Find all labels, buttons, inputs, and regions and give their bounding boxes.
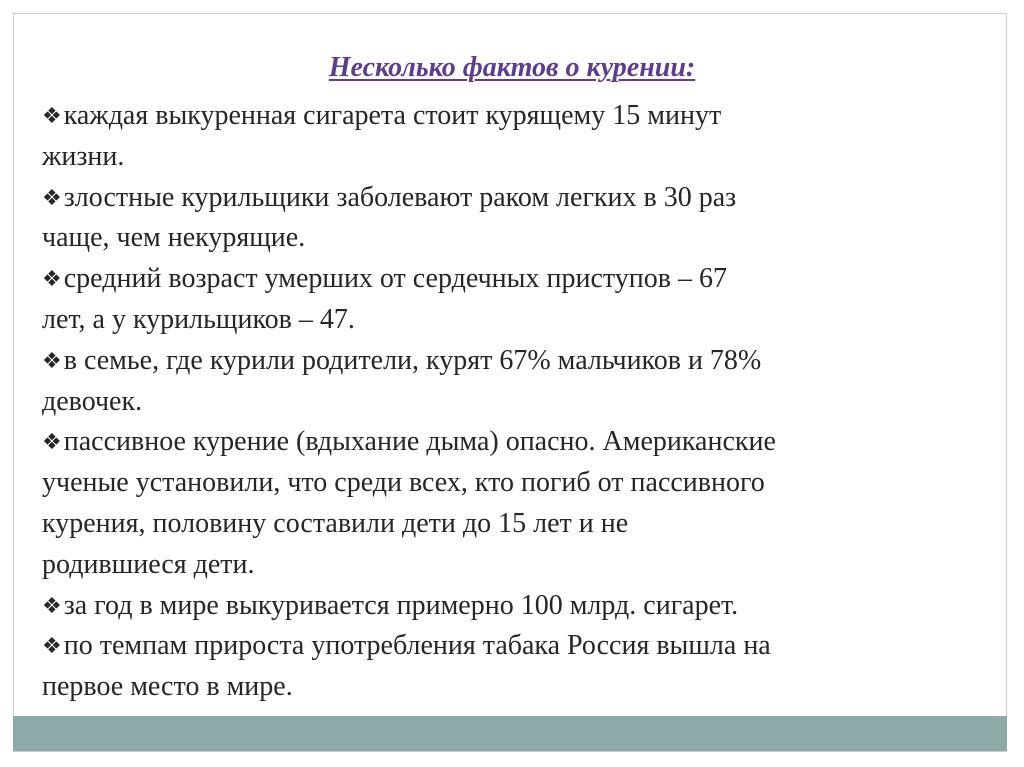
list-item (42, 178, 982, 260)
list-item (42, 626, 982, 708)
slide-title: Несколько фактов о курении: (328, 52, 696, 83)
list-item (42, 259, 982, 341)
fact-line (42, 178, 982, 219)
list-item (42, 96, 982, 178)
diamond-bullet-icon: ❖ (42, 429, 62, 455)
facts-list (42, 96, 982, 708)
fact-text: в семье, где курили родители, курят 67% мальчиков и 78% (63, 344, 762, 376)
fact-text: по темпам прироста употребления табака Россия вышла на (63, 630, 771, 662)
footer-bar (13, 716, 1007, 751)
diamond-bullet-icon: ❖ (42, 184, 62, 210)
fact-text: за год в мире выкуривается примерно 100 млрд. сигарет. (63, 589, 739, 621)
diamond-bullet-icon: ❖ (42, 266, 62, 292)
list-item (42, 586, 982, 627)
fact-text: чаще, чем некурящие. (42, 222, 306, 254)
list-item (42, 422, 982, 585)
fact-text: каждая выкуренная сигарета стоит курящему 15 минут (63, 100, 722, 131)
fact-line (42, 96, 982, 137)
diamond-bullet-icon: ❖ (42, 347, 62, 373)
fact-text: средний возраст умерших от сердечных приступов – 67 (63, 263, 727, 295)
fact-text: лет, а у курильщиков – 47. (42, 303, 355, 335)
fact-line (42, 586, 982, 627)
diamond-bullet-icon: ❖ (42, 592, 62, 618)
diamond-bullet-icon: ❖ (42, 103, 62, 128)
fact-line (42, 626, 982, 667)
fact-text: родившиеся дети. (42, 548, 255, 580)
fact-line (42, 422, 982, 463)
fact-line (42, 341, 982, 382)
fact-text: первое место в мире. (42, 671, 293, 703)
diamond-bullet-icon: ❖ (42, 633, 62, 659)
fact-line (42, 259, 982, 300)
list-item (42, 341, 982, 423)
fact-text: пассивное курение (вдыхание дыма) опасно. Американские (63, 426, 776, 458)
fact-text: злостные курильщики заболевают раком легких в 30 раз (63, 181, 737, 213)
fact-text: курения, половину составили дети до 15 лет и не (42, 507, 629, 539)
fact-text: девочек. (42, 385, 143, 417)
fact-text: жизни. (42, 140, 125, 172)
fact-text: ученые установили, что среди всех, кто погиб от пассивного (42, 467, 765, 499)
